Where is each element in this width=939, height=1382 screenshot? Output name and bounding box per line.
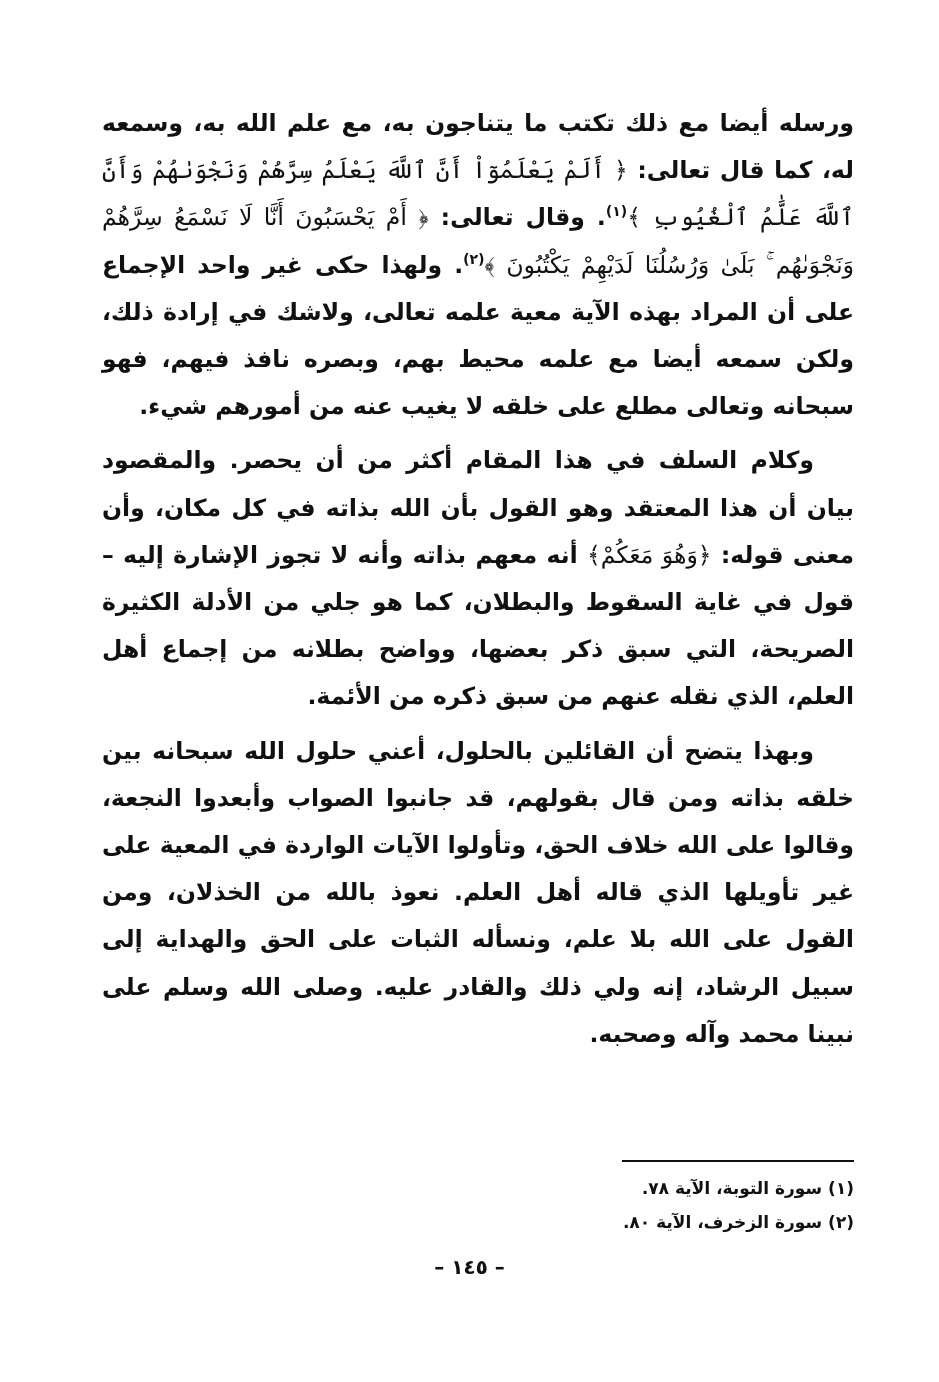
main-text [102, 100, 854, 1065]
text-run: وكلام السلف في هذا المقام أكثر من أن يحصر. والمقصود بيان أن هذا المعتقد وهو القول بأن الله بذاته في كل مكان، وأن معنى قوله: [102, 446, 855, 569]
paragraph [102, 100, 854, 430]
quran-verse: ﴿ أَمْ يَحْسَبُونَ أَنَّا لَا نَسْمَعُ سِرَّهُمْ وَنَجْوَىٰهُم ۚ بَلَىٰ وَرُسُلُنَا لَدَيْهِمْ يَكْتُبُونَ ﴾ [102, 203, 854, 279]
footnote-reference: (١) [605, 204, 628, 221]
paragraph [102, 437, 854, 720]
text-run: ورسله أيضا مع ذلك تكتب ما يتناجون به، مع علم الله به، وسمعه له، كما قال تعالى: [102, 109, 854, 185]
paragraph [102, 728, 854, 1058]
text-run: أنه معهم بذاته وأنه لا تجوز الإشارة إليه – قول في غاية السقوط والبطلان، كما هو جلي من الأدلة الكثيرة الصريحة، التي سبق ذكر بعضها، وواضح بطلانه من إجماع أهل العلم، الذي نقله عنهم من سبق ذكره من الأئمة. [102, 540, 854, 711]
quran-verse: ﴿ أَلَمْ يَعْلَمُوٓاْ أَنَّ ٱللَّهَ يَعْلَمُ سِرَّهُمْ وَنَجْوَىٰهُمْ وَأَنَّ ٱللَّهَ عَلَّٰمُ ٱلْغُيُوبِ ﴾ [102, 156, 854, 232]
footnote-reference: (٢) [463, 251, 485, 268]
footnote-separator [622, 1160, 854, 1162]
text-run: . ولهذا حكى غير واحد الإجماع على أن المراد بهذه الآية معية علمه تعالى، ولاشك في إرادة ذلك، ولكن سمعه أيضا مع علمه محيط بهم، وبصره نافذ فيهم، فهو سبحانه وتعالى مطلع على خلقه لا يغيب عنه من أمورهم شيء. [102, 250, 854, 421]
text-run: . وقال تعالى: [428, 203, 606, 232]
footnote-2: (٢) سورة الزخرف، الآية ٨٠. [622, 1213, 854, 1233]
quran-verse: ﴿وَهُوَ مَعَكُمْ﴾ [586, 540, 712, 569]
page-number: – ١٤٥ – [434, 1255, 505, 1279]
footnote-1: (١) سورة التوبة، الآية ٧٨. [641, 1179, 854, 1199]
text-run: وبهذا يتضح أن القائلين بالحلول، أعني حلول الله سبحانه بين خلقه بذاته ومن قال بقولهم، قد جانبوا الصواب وأبعدوا النجعة، وقالوا على الله خلاف الحق، وتأولوا الآيات الواردة في المعية على غير تأويلها الذي قاله أهل العلم. نعوذ بالله من الخذلان، ومن القول على الله بلا علم، ونسأله الثبات على الحق والهداية إلى سبيل الرشاد، إنه ولي ذلك والقادر عليه. وصلى الله وسلم على نبينا محمد وآله وصحبه. [102, 736, 854, 1048]
footnotes [520, 1172, 854, 1240]
